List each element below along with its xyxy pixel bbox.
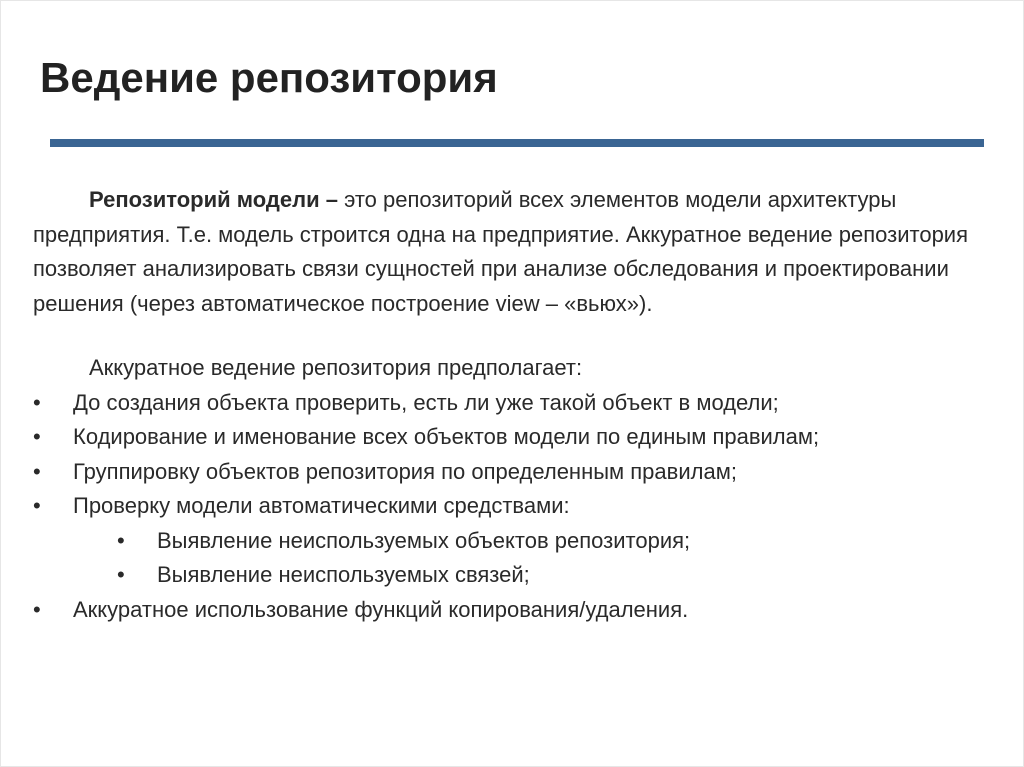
sub-list-item-text: Выявление неиспользуемых связей; [157,562,530,587]
list-item-text: Проверку модели автоматическими средствами: [73,493,570,518]
sub-bullet-list [33,524,993,593]
bullet-marker: • [33,458,41,484]
list-item [33,489,993,524]
list-item-text: До создания объекта проверить, есть ли уже такой объект в модели; [73,389,779,415]
slide-title: Ведение репозитория [40,54,498,101]
list-item [33,386,993,421]
sub-bullet-marker: • [117,562,125,587]
title-divider [50,139,984,147]
paragraph-spacer [33,321,993,351]
list-item-text: Группировку объектов репозитория по определенным правилам; [73,458,737,484]
list-item [33,420,993,455]
sub-list-item [33,524,993,559]
sub-list-item [33,558,993,593]
bullet-list [33,386,993,524]
sub-list-item-text: Выявление неиспользуемых объектов репозитория; [157,527,691,553]
bullet-marker: • [33,389,41,415]
list-item [33,455,993,490]
list-item [33,593,993,628]
definition-text: это репозиторий всех элементов модели архитектуры предприятия. Т.е. модель строится одна на предприятие. Аккуратное ведение репозитория позволяет анализировать связи сущностей при анализе обследования и проектировании решения (через автоматическое построение view – «вьюх»). [33,187,968,316]
slide-content [33,183,993,627]
definition-paragraph [33,183,993,321]
bullets-intro: Аккуратное ведение репозитория предполагает: [89,355,583,380]
bullet-list-final [33,593,993,628]
list-item-text: Кодирование и именование всех объектов модели по единым правилам; [73,424,820,449]
bullet-marker: • [33,493,41,518]
list-item-text: Аккуратное использование функций копирования/удаления. [73,596,689,622]
sub-bullet-marker: • [117,527,125,553]
definition-term: Репозиторий модели – [89,187,338,212]
bullet-marker: • [33,596,41,622]
bullet-marker: • [33,424,41,449]
